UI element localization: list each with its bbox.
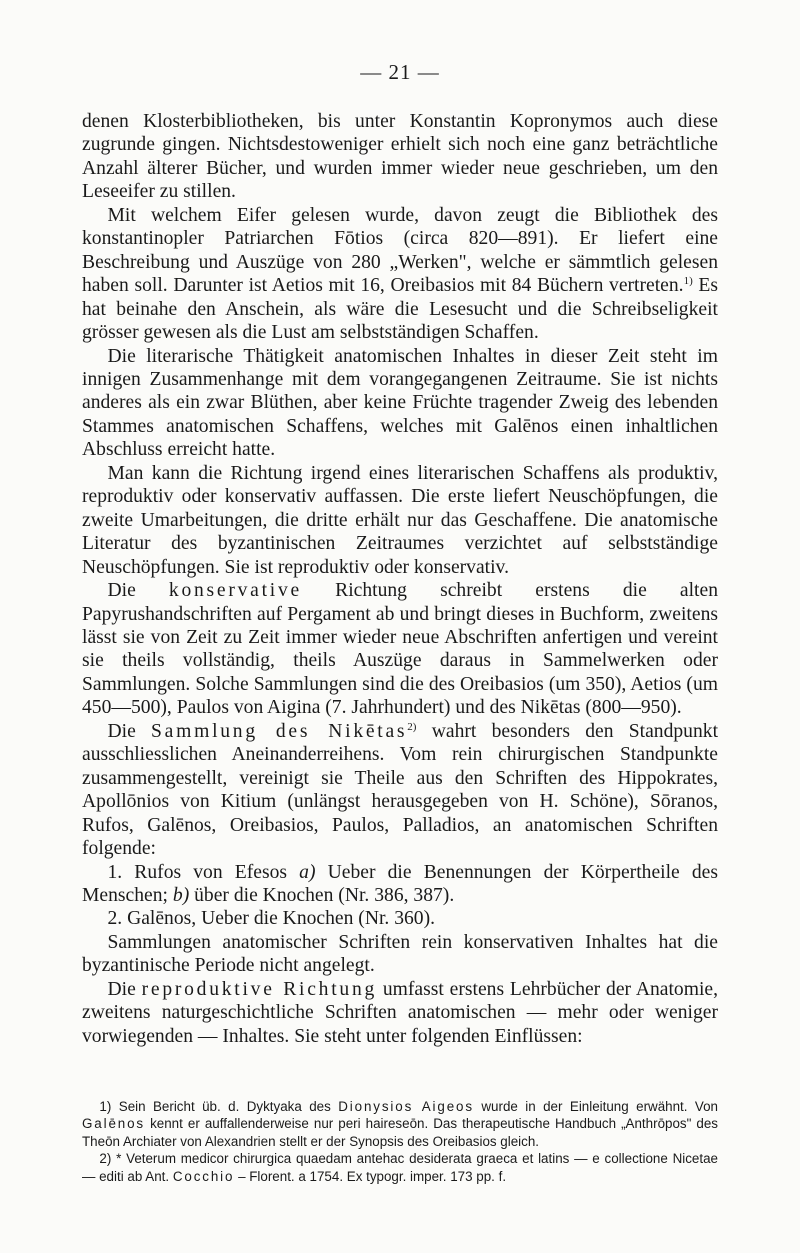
paragraph-7: Sammlungen anatomischer Schriften rein konservativen Inhaltes hat die byzantinische Periode nicht angelegt. <box>82 931 718 977</box>
paragraph-5: Die konservative Richtung schreibt erstens die alten Papyrushandschriften auf Pergament ab und bringt dieses in Buchform, zweitens lässt sie von Zeit zu Zeit immer wieder neue Abschriften anfertigen und vereint sie theils vollständig, theils Auszüge daraus in Sammelwerken oder Sammlungen. Solche Sammlungen sind die des Oreibasios (um 350), Aetios (um 450—500), Paulos von Aigina (7. Jahrhundert) und des Nikētas (800—950). <box>82 580 718 719</box>
footnotes <box>82 1098 718 1185</box>
paragraph-8: Die reproduktive Richtung umfasst erstens Lehrbücher der Anatomie, zweitens naturgeschichtliche Schriften anatomischen — mehr oder weniger vorwiegenden — Inhaltes. Sie steht unter folgenden Einflüssen: <box>82 978 718 1047</box>
paragraph-3: Die literarische Thätigkeit anatomischen Inhaltes in dieser Zeit steht im innigen Zusammenhange mit dem vorangegangenen Zeitraume. Sie ist nichts anderes als ein zwar Blüthen, aber keine Früchte tragender Zweig des lebenden Stammes anatomischen Schaffens, welches mit Galēnos einen inhaltlichen Abschluss erreicht hatte. <box>82 345 718 461</box>
body-text <box>82 110 718 1048</box>
emphasis-konservative: konservative <box>168 580 302 602</box>
page-number: — 21 — <box>360 60 440 84</box>
footnote-ref-1[interactable]: 1) <box>683 275 693 288</box>
paragraph-6: Die Sammlung des Nikētas$^{2)}$ wahrt besonders den Standpunkt ausschliesslichen Aneinanderreihens. Vom rein chirurgischen Standpunkte zusammengestellt, vereinigt sie Theile aus den Schriften des Hippokrates, Apollōnios von Kitium (unlängst herausgegeben von H. Schöne), Sōranos, Rufos, Galēnos, Oreibasios, Paulos, Palladios, an anatomischen Schriften folgende: <box>82 720 719 860</box>
footnote-ref-2[interactable]: 2) <box>407 720 417 733</box>
footnote-2: 2) * Veterum medicor chirurgica quaedam antehac desiderata graeca et latins — e collectione Nicetae — editi ab Ant. Cocchio – Florent. a 1754. Ex typogr. imper. 173 pp. f. <box>82 1151 718 1184</box>
emphasis-reproduktive: reproduktive Richtung <box>141 978 378 1000</box>
list-item-2: 2. Galēnos, Ueber die Knochen (Nr. 360). <box>107 908 436 930</box>
list-item-1: 1. Rufos von Efesos a) Ueber die Benennungen der Körpertheile des Menschen; b) über die Knochen (Nr. 386, 387). <box>82 861 718 906</box>
footnote-1: 1) Sein Bericht üb. d. Dyktyaka des Dionysios Aigeos wurde in der Einleitung erwähnt. Von Galēnos kennt er auffallenderweise nur peri haireseōn. Das therapeutische Handbuch „Anthrōpos" des Theōn Archiater von Alexandrien stellt er der Synopsis des Oreibasios gleich. <box>82 1099 718 1149</box>
paragraph-1: denen Klosterbibliotheken, bis unter Konstantin Kopronymos auch diese zugrunde gingen. Nichtsdestoweniger erhielt sich noch eine ganz beträchtliche Anzahl älterer Bücher, und wurden immer wieder neue geschrieben, um den Leseeifer zu stillen. <box>82 111 718 203</box>
emphasis-sammlung: Sammlung des Nikētas <box>151 720 408 742</box>
paragraph-4: Man kann die Richtung irgend eines literarischen Schaffens als produktiv, reproduktiv oder konservativ auffassen. Die erste liefert Neuschöpfungen, die zweite Umarbeitungen, die dritte erhält nur das Geschaffene. Die anatomische Literatur des byzantinischen Zeitraumes verzichtet auf selbstständige Neuschöpfungen. Sie ist reproduktiv oder konservativ. <box>82 462 718 578</box>
paragraph-2: Mit welchem Eifer gelesen wurde, davon zeugt die Bibliothek des konstantinopler Patriarchen Fōtios (circa 820—891). Er liefert eine Beschreibung und Auszüge von 280 „Werken", welche er sämmtlich gelesen haben soll. Darunter ist Aetios mit 16, Oreibasios mit 84 Büchern vertreten.$^{1)}$ Es hat beinahe den Anschein, als wäre die Lesesucht und die Schreibseligkeit grösser gewesen als die Lust am selbstständigen Schaffen. <box>82 204 718 344</box>
